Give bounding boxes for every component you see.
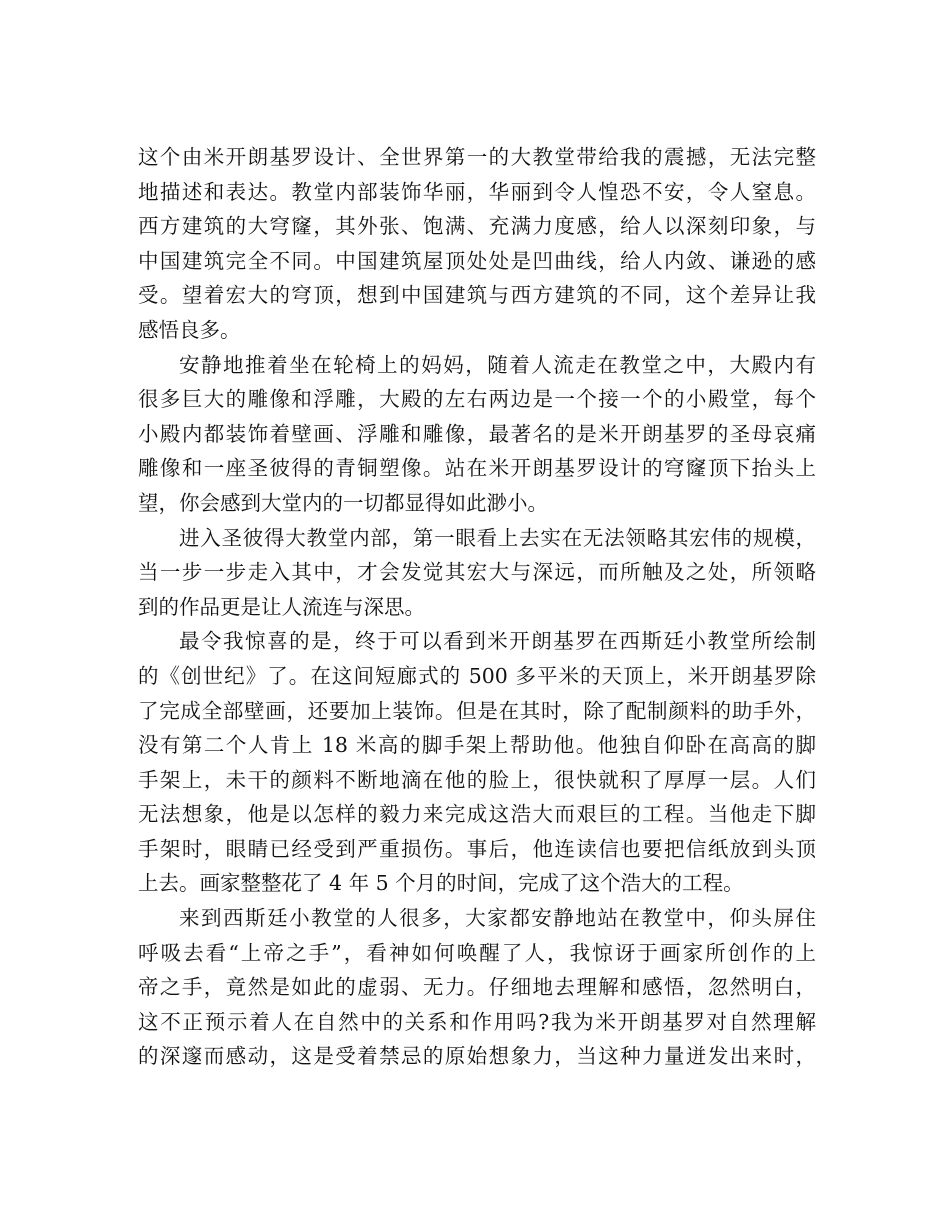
paragraph-1 xyxy=(138,140,816,348)
document-body xyxy=(138,140,816,1074)
text-line: 小殿内都装饰着壁画、浮雕和雕像，最著名的是米开朗基罗的圣母哀痛 xyxy=(138,421,816,446)
text-line: 手架时，眼睛已经受到严重损伤。事后，他连读信也要把信纸放到头顶 xyxy=(138,836,816,861)
text-line: 上去。画家整整花了 4 年 5 个月的时间，完成了这个浩大的工程。 xyxy=(138,871,744,896)
text-line: 地描述和表达。教堂内部装饰华丽，华丽到令人惶恐不安，令人窒息。 xyxy=(138,179,816,204)
text-line: 雕像和一座圣彼得的青铜塑像。站在米开朗基罗设计的穹窿顶下抬头上 xyxy=(138,456,816,481)
text-line: 这不正预示着人在自然中的关系和作用吗?我为米开朗基罗对自然理解 xyxy=(138,1009,816,1034)
text-line: 没有第二个人肯上 18 米高的脚手架上帮助他。他独自仰卧在高高的脚 xyxy=(138,733,816,758)
paragraph-4 xyxy=(138,624,816,901)
paragraph-5 xyxy=(138,901,816,1074)
text-line: 帝之手，竟然是如此的虚弱、无力。仔细地去理解和感悟，忽然明白， xyxy=(138,975,816,1000)
text-line: 最令我惊喜的是，终于可以看到米开朗基罗在西斯廷小教堂所绘制 xyxy=(179,629,816,654)
text-line: 到的作品更是让人流连与深思。 xyxy=(138,594,425,619)
text-line: 这个由米开朗基罗设计、全世界第一的大教堂带给我的震撼，无法完整 xyxy=(138,145,816,169)
text-line: 的深邃而感动，这是受着禁忌的原始想象力，当这种力量迸发出来时， xyxy=(138,1044,816,1069)
text-line: 当一步一步走入其中，才会发觉其宏大与深远，而所触及之处，所领略 xyxy=(138,560,816,585)
text-line: 来到西斯廷小教堂的人很多，大家都安静地站在教堂中，仰头屏住 xyxy=(179,906,816,931)
text-line: 无法想象，他是以怎样的毅力来完成这浩大而艰巨的工程。当他走下脚 xyxy=(138,802,816,827)
text-line: 进入圣彼得大教堂内部，第一眼看上去实在无法领略其宏伟的规模， xyxy=(179,525,816,550)
text-line: 的《创世纪》了。在这间短廊式的 500 多平米的天顶上，米开朗基罗除 xyxy=(138,663,816,688)
text-line: 手架上，未干的颜料不断地滴在他的脸上，很快就积了厚厚一层。人们 xyxy=(138,767,816,792)
text-line: 西方建筑的大穹窿，其外张、饱满、充满力度感，给人以深刻印象，与 xyxy=(138,214,816,239)
text-line: 受。望着宏大的穹顶，想到中国建筑与西方建筑的不同，这个差异让我 xyxy=(138,283,816,308)
text-line: 了完成全部壁画，还要加上装饰。但是在其时，除了配制颜料的助手外， xyxy=(138,698,816,723)
text-line: 很多巨大的雕像和浮雕，大殿的左右两边是一个接一个的小殿堂，每个 xyxy=(138,387,816,412)
paragraph-2 xyxy=(138,348,816,521)
text-line: 中国建筑完全不同。中国建筑屋顶处处是凹曲线，给人内敛、谦逊的感 xyxy=(138,248,816,273)
text-line: 安静地推着坐在轮椅上的妈妈，随着人流走在教堂之中，大殿内有 xyxy=(179,352,816,377)
text-line: 感悟良多。 xyxy=(138,317,241,342)
text-line: 望，你会感到大堂内的一切都显得如此渺小。 xyxy=(138,490,548,515)
text-line: 呼吸去看“上帝之手”，看神如何唤醒了人，我惊讶于画家所创作的上 xyxy=(138,940,816,965)
paragraph-3 xyxy=(138,521,816,625)
